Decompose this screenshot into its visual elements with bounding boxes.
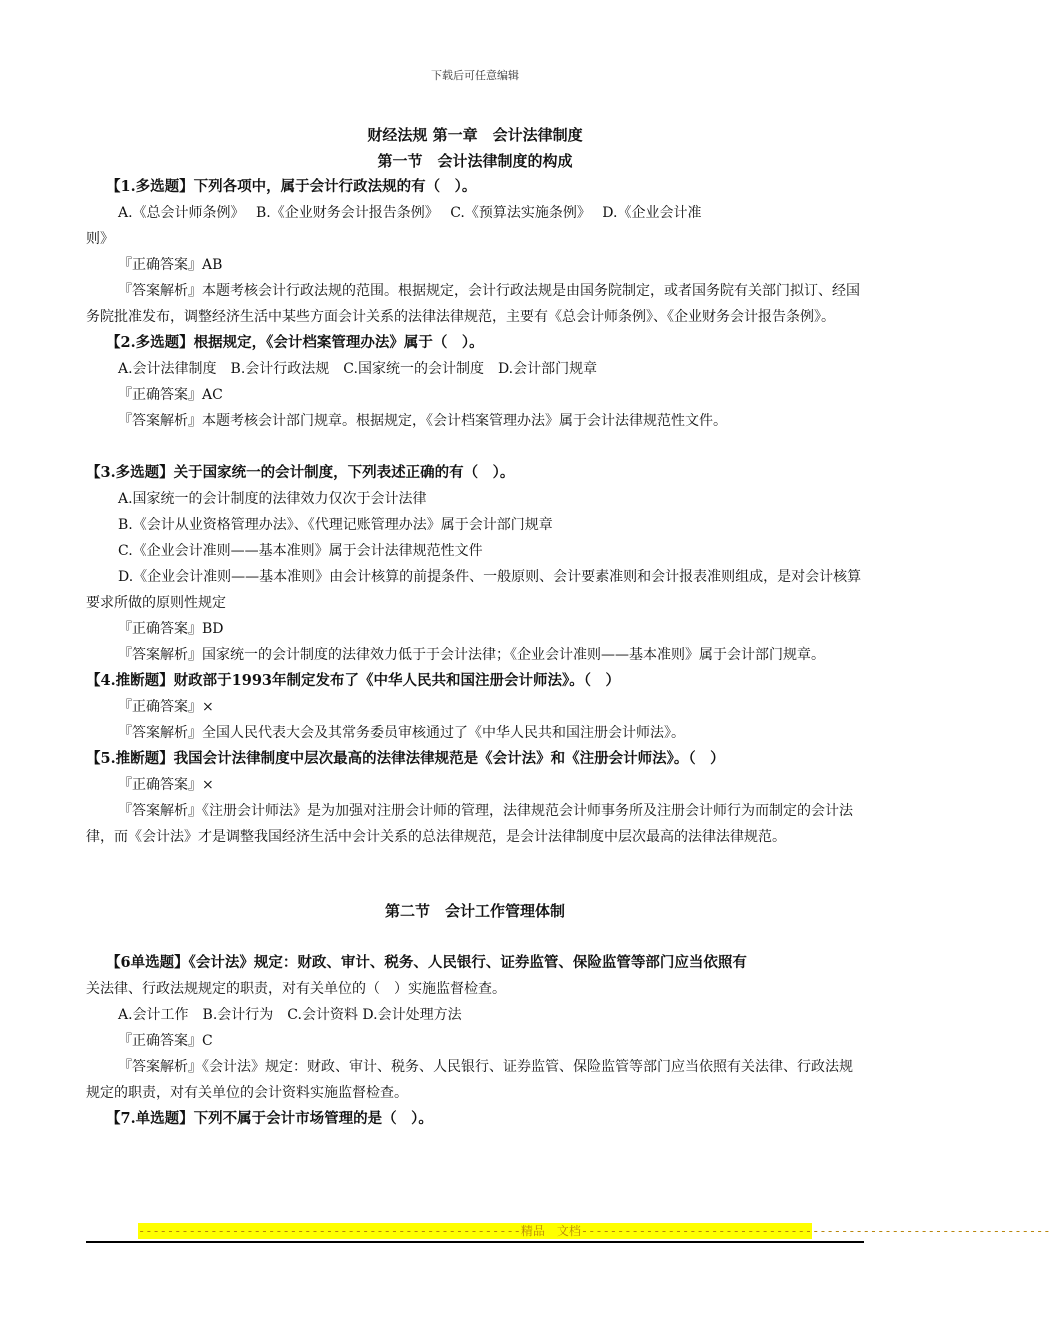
page-header: 下载后可任意编辑 (431, 69, 519, 82)
document-title: 财经法规 第一章 会计法律制度 (367, 126, 583, 144)
correct-answer: 『正确答案』AB (118, 257, 223, 273)
question-stem: 【6单选题】《会计法》规定：财政、审计、税务、人民银行、证券监管、保险监管等部门应当依照有 (106, 954, 747, 971)
question-6 (86, 950, 864, 1106)
option-a: A.国家统一的会计制度的法律效力仅次于会计法律 (118, 491, 427, 507)
correct-answer: 『正确答案』C (118, 1033, 213, 1049)
answer-analysis: 『答案解析』国家统一的会计制度的法律效力低于于会计法律；《企业会计准则——基本准则》属于会计部门规章。 (118, 647, 825, 663)
correct-answer: 『正确答案』× (118, 777, 214, 793)
question-stem: 【2.多选题】根据规定，《会计档案管理办法》属于（ ）。 (106, 334, 484, 351)
spacer (86, 924, 864, 950)
spacer (86, 434, 864, 460)
option-b: B.《会计从业资格管理办法》、《代理记账管理办法》属于会计部门规章 (118, 517, 553, 533)
question-1 (86, 174, 864, 330)
section-heading-2: 第二节 会计工作管理体制 (384, 902, 565, 920)
question-7 (86, 1106, 864, 1132)
question-stem: 【1.多选题】下列各项中，属于会计行政法规的有（ ）。 (106, 178, 477, 195)
option-d: D.《企业会计准则——基本准则》由会计核算的前提条件、一般原则、会计要素准则和会计报表准则组成，是对会计核算要求所做的原则性规定 (86, 569, 862, 611)
correct-answer: 『正确答案』× (118, 699, 214, 715)
question-stem: 【5.推断题】我国会计法律制度中层次最高的法律法律规范是《会计法》和《注册会计师法》。（ ） (86, 750, 725, 767)
question-stem: 【7.单选题】下列不属于会计市场管理的是（ ）。 (106, 1110, 433, 1127)
answer-analysis: 『答案解析』本题考核会计行政法规的范围。根据规定，会计行政法规是由国务院制定，或者国务院有关部门拟订、经国务院批准发布，调整经济生活中某些方面会计关系的法律法律规范，主要有《总会计师条例》、《企业财务会计报告条例》。 (86, 283, 860, 325)
question-5 (86, 746, 864, 850)
correct-answer: 『正确答案』BD (118, 621, 224, 637)
footer-watermark: -----------------------------------------------------精品 文档----------------------------------------------------------------- (138, 1224, 1051, 1238)
question-options: A.会计法律制度 B.会计行政法规 C.国家统一的会计制度 D.会计部门规章 (118, 361, 598, 377)
question-2 (86, 330, 864, 434)
option-c: C.《企业会计准则——基本准则》属于会计法律规范性文件 (118, 543, 483, 559)
answer-analysis: 『答案解析』全国人民代表大会及其常务委员审核通过了《中华人民共和国注册会计师法》。 (118, 725, 685, 741)
question-4 (86, 668, 864, 746)
answer-analysis: 『答案解析』《会计法》规定：财政、审计、税务、人民银行、证券监管、保险监管等部门应当依照有关法律、行政法规规定的职责，对有关单位的会计资料实施监督检查。 (86, 1059, 853, 1101)
section-heading-1: 第一节 会计法律制度的构成 (377, 152, 573, 170)
correct-answer: 『正确答案』AC (118, 387, 223, 403)
question-3 (86, 460, 864, 668)
question-stem: 【3.多选题】关于国家统一的会计制度，下列表述正确的有（ ）。 (86, 464, 515, 481)
footer-rule (86, 1241, 864, 1243)
spacer (86, 850, 864, 898)
question-stem-continued: 关法律、行政法规规定的职责，对有关单位的（ ）实施监督检查。 (86, 981, 506, 997)
question-stem: 【4.推断题】财政部于1993年制定发布了《中华人民共和国注册会计师法》。（ ） (86, 672, 620, 689)
question-options: A.《总会计师条例》 B.《企业财务会计报告条例》 C.《预算法实施条例》 D.《企业会计准 (118, 205, 702, 221)
answer-analysis: 『答案解析』《注册会计师法》是为加强对注册会计师的管理，法律规范会计师事务所及注册会计师行为而制定的会计法律，而《会计法》才是调整我国经济生活中会计关系的总法律规范，是会计法律制度中层次最高的法律法律规范。 (86, 803, 853, 845)
question-options: A.会计工作 B.会计行为 C.会计资料 D.会计处理方法 (118, 1007, 462, 1023)
document-body (86, 122, 864, 1132)
question-options-continued: 则》 (86, 231, 114, 247)
answer-analysis: 『答案解析』本题考核会计部门规章。根据规定，《会计档案管理办法》属于会计法律规范性文件。 (118, 413, 727, 429)
